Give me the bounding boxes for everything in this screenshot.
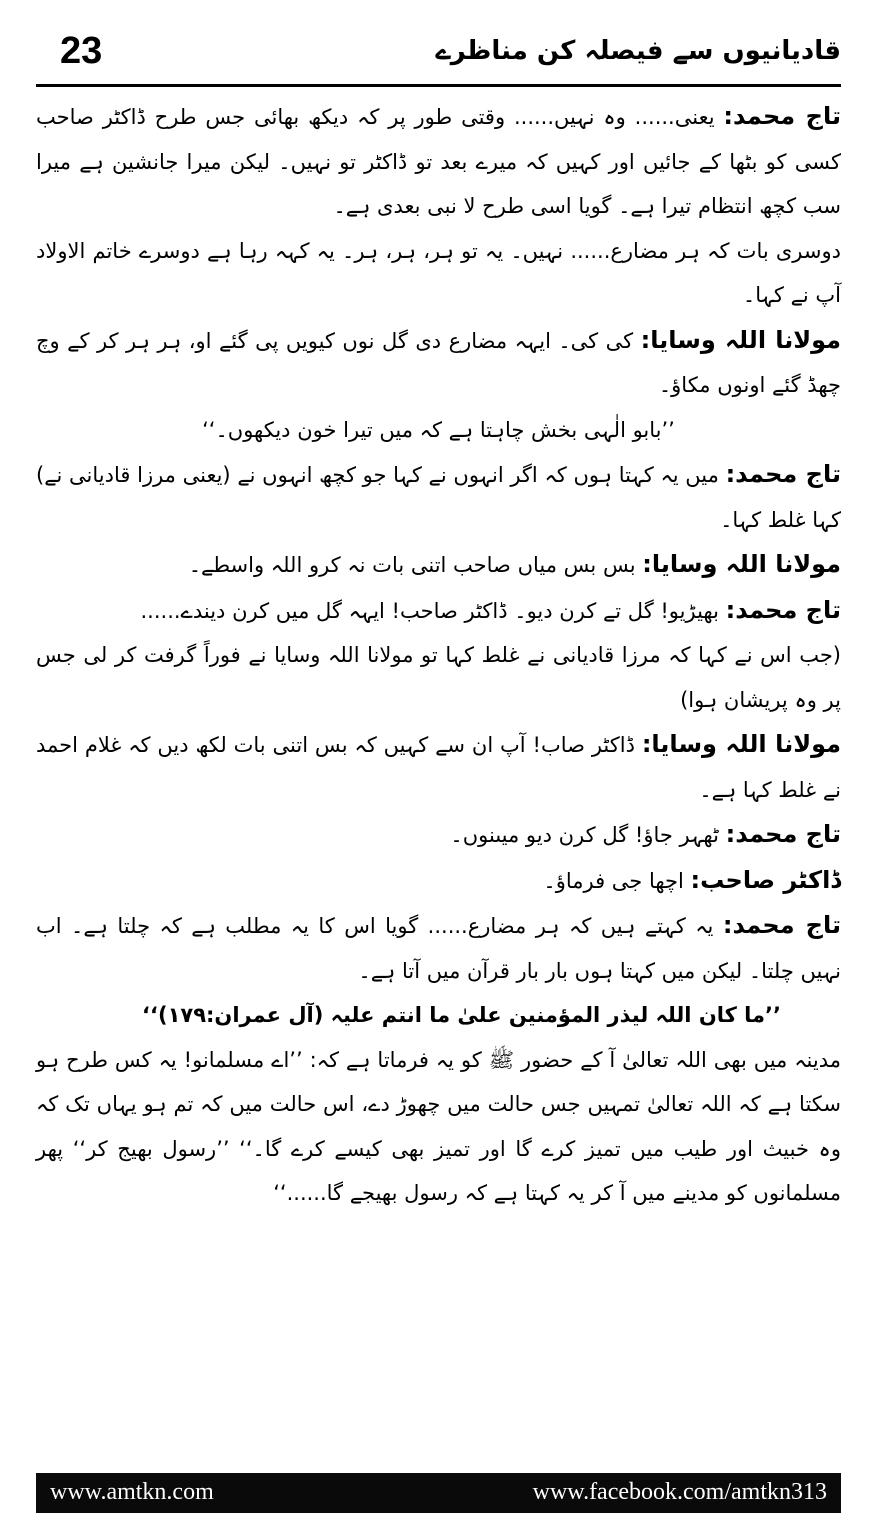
paragraph-text: اچھا جی فرماؤ۔ [543, 868, 691, 893]
speaker-label: مولانا اللہ وسایا: [640, 325, 841, 354]
paragraph-text: ’’ما کان اللہ لیذر المؤمنین علیٰ ما انتم علیہ (آل عمران:۱۷۹)‘‘ [142, 1003, 781, 1027]
page-footer [36, 1473, 841, 1513]
paragraph [36, 633, 841, 722]
speaker-label: تاج محمد: [725, 460, 841, 488]
paragraph [36, 1038, 841, 1216]
speaker-label: تاج محمد: [725, 820, 841, 848]
paragraph [36, 858, 841, 904]
paragraph [36, 722, 841, 812]
paragraph [36, 318, 841, 408]
paragraph [36, 903, 841, 993]
paragraph [36, 408, 841, 453]
header-divider [36, 84, 841, 87]
paragraph [36, 94, 841, 229]
paragraph [36, 812, 841, 858]
paragraph-text: میں یہ کہتا ہوں کہ اگر انہوں نے کہا جو کچھ انہوں نے (یعنی مرزا قادیانی نے) کہا غلط کہا۔ [36, 463, 841, 532]
paragraph-text: دوسری بات کہ ہر مضارع...... نہیں۔ یہ تو ہر، ہر، ہر۔ یہ کہہ رہا ہے دوسرے خاتم الاولاد آپ نے کہا۔ [36, 238, 841, 307]
speaker-label: تاج محمد: [722, 911, 841, 939]
paragraph-text: یعنی...... وہ نہیں...... وقتی طور پر کہ دیکھ بھائی جس طرح ڈاکٹر صاحب کسی کو بٹھا کے جائیں اور کہیں کہ میرے بعد تو ڈاکٹر تو نہیں۔ لیکن میرا جانشین ہے میرا سب کچھ انتظام تیرا ہے۔ گویا اسی طرح لا نبی بعدی ہے۔ [36, 105, 841, 218]
speaker-label: مولانا اللہ وسایا: [642, 550, 841, 578]
page-number: 23 [60, 30, 103, 72]
paragraph [36, 588, 841, 634]
paragraph-text: یہ کہتے ہیں کہ ہر مضارع...... گویا اس کا یہ مطلب ہے کہ چلتا ہے۔ اب نہیں چلتا۔ لیکن میں کہتا ہوں بار بار قرآن میں آتا ہے۔ [36, 914, 841, 983]
paragraph [36, 452, 841, 542]
speaker-label: ڈاکٹر صاحب: [690, 865, 841, 894]
speaker-label: تاج محمد: [723, 102, 841, 130]
paragraph-text: ’’بابو الٰہی بخش چاہتا ہے کہ میں تیرا خون دیکھوں۔‘‘ [202, 417, 675, 442]
paragraph [36, 542, 841, 588]
paragraph-text: (جب اس نے کہا کہ مرزا قادیانی نے غلط کہا تو مولانا اللہ وسایا نے فوراً گرفت کر لی جس پر وہ پریشان ہوا) [36, 643, 841, 712]
paragraph [36, 229, 841, 318]
facebook-link[interactable]: www.facebook.com/amtkn313 [532, 1479, 827, 1505]
speaker-label: تاج محمد: [725, 595, 841, 624]
page-header [36, 22, 841, 84]
paragraph [36, 993, 841, 1038]
running-title: قادیانیوں سے فیصلہ کن مناظرے [435, 36, 841, 66]
paragraph-text: بس بس میاں صاحب اتنی بات نہ کرو اللہ واسطے۔ [188, 553, 643, 577]
paragraph-text: مدینہ میں بھی اللہ تعالیٰ آ کے حضور ﷺ کو یہ فرماتا ہے کہ: ’’اے مسلمانو! یہ کس طرح ہو سکتا ہے کہ اللہ تعالیٰ تمہیں جس حالت میں چھوڑ دے، اس حالت میں کہ تم ہو یہاں تک کہ وہ خبیث اور طیب میں تمیز کرے گا اور تمیز بھی کیسے کرے گا۔‘‘ ’’رسول بھیج کر‘‘ پھر مسلمانوں کو مدینے میں آ کر یہ کہتا ہے کہ رسول بھیجے گا......‘‘ [36, 1047, 841, 1205]
paragraph-text: ٹھہر جاؤ! گل کرن دیو میںنوں۔ [450, 823, 726, 847]
paragraph-text: بھیڑیو! گل تے کرن دیو۔ ڈاکٹر صاحب! ایہہ گل میں کرن دیندے...... [140, 598, 726, 623]
paragraph-text: ڈاکٹر صاب! آپ ان سے کہیں کہ بس اتنی بات لکھ دیں کہ غلام احمد نے غلط کہا ہے۔ [36, 733, 841, 802]
page-body [36, 94, 841, 1441]
paragraph-text: کی کی۔ ایہہ مضارع دی گل نوں کیویں پی گئے او، ہر ہر کر کے وچ چھڈ گئے اونوں مکاؤ۔ [36, 328, 841, 397]
website-link[interactable]: www.amtkn.com [50, 1479, 214, 1505]
speaker-label: مولانا اللہ وسایا: [641, 730, 841, 758]
